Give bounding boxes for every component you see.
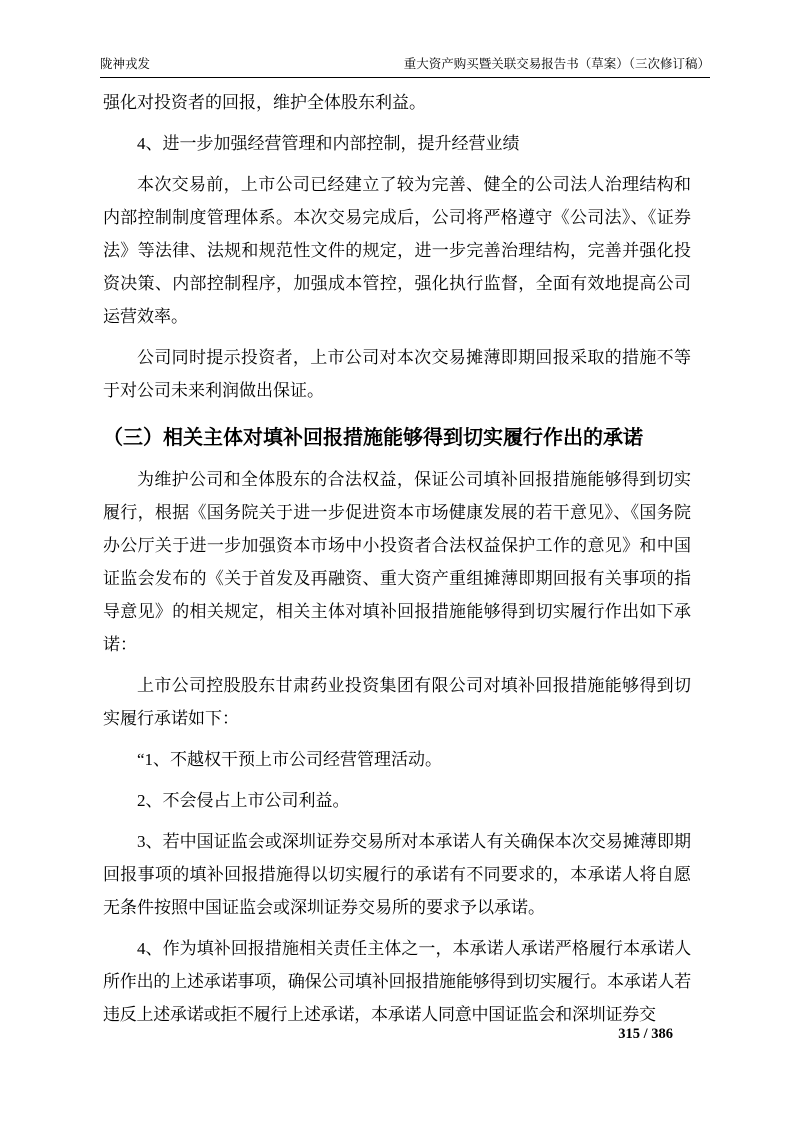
- paragraph: 上市公司控股股东甘肃药业投资集团有限公司对填补回报措施能够得到切实履行承诺如下：: [103, 676, 691, 728]
- header-right-text: 重大资产购买暨关联交易报告书（草案）（三次修订稿）: [403, 57, 710, 71]
- section-heading: （三）相关主体对填补回报措施能够得到切实履行作出的承诺: [103, 427, 643, 449]
- paragraph: “1、不越权干预上市公司经营管理活动。: [137, 750, 443, 769]
- paragraph: 本次交易前，上市公司已经建立了较为完善、健全的公司法人治理结构和内部控制制度管理体系。本次交易完成后，公司将严格遵守《公司法》、《证券法》等法律、法规和规范性文件的规定，进一步完善治理结构，完善并强化投资决策、内部控制程序，加强成本管控，强化执行监督，全面有效地提高公司运营效率。: [103, 175, 691, 326]
- paragraph: 2、不会侵占上市公司利益。: [137, 791, 350, 810]
- document-body: [103, 86, 691, 1031]
- paragraph: 公司同时提示投资者，上市公司对本次交易摊薄即期回报采取的措施不等于对公司未来利润做出保证。: [103, 348, 691, 400]
- paragraph: 强化对投资者的回报，维护全体股东利益。: [103, 93, 426, 112]
- paragraph: 4、进一步加强经营管理和内部控制，提升经营业绩: [137, 134, 520, 153]
- paragraph: 4、作为填补回报措施相关责任主体之一，本承诺人承诺严格履行本承诺人所作出的上述承诺事项，确保公司填补回报措施能够得到切实履行。本承诺人若违反上述承诺或拒不履行上述承诺，本承诺人同意中国证监会和深圳证券交: [103, 939, 691, 1024]
- header-left-text: 陇神戎发: [100, 57, 151, 71]
- paragraph: 为维护公司和全体股东的合法权益，保证公司填补回报措施能够得到切实履行，根据《国务院关于进一步促进资本市场健康发展的若干意见》、《国务院办公厅关于进一步加强资本市场中小投资者合法权益保护工作的意见》和中国证监会发布的《关于首发及再融资、重大资产重组摊薄即期回报有关事项的指导意见》的相关规定，相关主体对填补回报措施能够得到切实履行作出如下承诺：: [103, 470, 691, 654]
- page-header: [100, 56, 710, 78]
- page-number: 315 / 386: [618, 1026, 673, 1042]
- paragraph: 3、若中国证监会或深圳证券交易所对本承诺人有关确保本次交易摊薄即期回报事项的填补回报措施得以切实履行的承诺有不同要求的，本承诺人将自愿无条件按照中国证监会或深圳证券交易所的要求予以承诺。: [103, 832, 691, 917]
